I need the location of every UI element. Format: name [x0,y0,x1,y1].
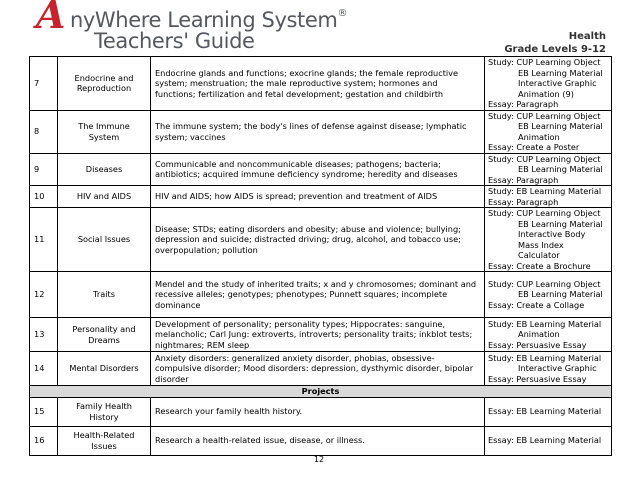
assignment-line: Essay: Paragraph [488,174,559,185]
subject-heading [504,30,606,56]
assignment-line: Essay: EB Learning Material [488,406,602,417]
lesson-title: Traits [58,272,151,318]
table-row [30,397,612,426]
table-row [30,186,612,208]
lesson-description: Disease; STDs; eating disorders and obesity; abuse and violence; bullying; depression and suicide; distracted driving; drug, alcohol, and tobacco use; overpopulation; pollution [151,208,485,272]
assignment-line: EB Learning Material [518,67,603,78]
table-row [30,110,612,153]
page-number: 12 [313,455,325,464]
assignment-line: Animation [518,329,560,340]
lesson-assignments [485,397,612,426]
lesson-title: HIV and AIDS [58,186,151,208]
lesson-description: The immune system; the body's lines of defense against disease; lymphatic system; vaccines [151,110,485,153]
assignment-line: Animation [518,131,560,142]
assignment-line: Study: CUP Learning Object [488,153,601,164]
lesson-title: Health-Related Issues [58,426,151,455]
lesson-description: HIV and AIDS; how AIDS is spread; prevention and treatment of AIDS [151,186,485,208]
lesson-title: Diseases [58,153,151,186]
lesson-description: Communicable and noncommunicable diseases; pathogens; bacteria; antibiotics; acquired immune deficiency syndrome; heredity and diseases [151,153,485,186]
lesson-title: Mental Disorders [58,352,151,386]
lesson-number: 8 [30,110,58,153]
assignment-line: Study: CUP Learning Object [488,208,601,218]
assignment-line: Essay: Create a Poster [488,142,580,152]
assignment-line: Essay: Persuasive Essay [488,339,587,350]
lesson-description: Research a health-related issue, disease, or illness. [151,426,485,455]
assignment-line: Essay: Paragraph [488,196,559,207]
lesson-number: 12 [30,272,58,318]
assignment-line: Calculator [518,250,560,260]
lesson-description: Mendel and the study of inherited traits; x and y chromosomes; dominant and recessive alleles; genotypes; phenotypes; Punnett squares; incomplete dominance [151,272,485,318]
lesson-number: 14 [30,352,58,386]
assignment-line: Study: EB Learning Material [488,352,602,363]
lesson-assignments [485,110,612,153]
section-header-row [30,386,612,398]
page-header [0,0,638,56]
lesson-description: Research your family health history. [151,397,485,426]
assignment-line: Essay: Create a Collage [488,299,585,310]
assignment-line: Essay: Persuasive Essay [488,373,587,384]
lesson-title: Social Issues [58,208,151,272]
table-row [30,352,612,386]
lesson-assignments [485,208,612,272]
subject-title: Health [568,31,606,42]
lesson-number: 15 [30,397,58,426]
lesson-assignments [485,272,612,318]
lesson-assignments [485,352,612,386]
assignment-line: Interactive Graphic [518,363,597,374]
table-row [30,57,612,111]
lesson-assignments [485,318,612,352]
assignment-line: Study: CUP Learning Object [488,57,601,67]
assignment-line: Interactive Body [518,229,586,239]
section-header-projects: Projects [30,386,612,398]
logo-registered-mark: ® [337,8,348,19]
lesson-number: 11 [30,208,58,272]
table-row [30,272,612,318]
lesson-assignments [485,186,612,208]
anywhere-learning-logo [36,0,348,53]
table-row [30,426,612,455]
table-row [30,318,612,352]
logo-a-mark: A [36,0,66,37]
lesson-number: 16 [30,426,58,455]
assignment-line: EB Learning Material [518,289,603,300]
logo-line-1: nyWhere Learning System [70,8,338,32]
lesson-description: Development of personality; personality types; Hippocrates: sanguine, melancholic; Carl Jung: extroverts, introverts; personality traits; inkblot tests; nightmares; REM sleep [151,318,485,352]
assignment-line: Study: CUP Learning Object [488,278,601,289]
lesson-number: 10 [30,186,58,208]
lesson-number: 9 [30,153,58,186]
assignment-line: Essay: Paragraph [488,99,559,109]
lesson-title: Family Health History [58,397,151,426]
lesson-assignments [485,57,612,111]
assignment-line: Study: CUP Learning Object [488,110,601,121]
lesson-number: 7 [30,57,58,111]
lesson-assignments [485,153,612,186]
lesson-table-body [30,57,612,456]
assignment-line: Study: EB Learning Material [488,318,602,329]
assignment-line: Interactive Graphic [518,78,597,88]
lesson-title: Endocrine and Reproduction [58,57,151,111]
lesson-assignments [485,426,612,455]
lesson-table [29,56,612,456]
lesson-number: 13 [30,318,58,352]
assignment-line: Essay: EB Learning Material [488,435,602,446]
table-row [30,208,612,272]
assignment-line: EB Learning Material [518,218,603,229]
lesson-title: Personality and Dreams [58,318,151,352]
grade-levels: Grade Levels 9-12 [504,44,606,55]
assignment-line: Study: EB Learning Material [488,186,602,196]
lesson-description: Anxiety disorders: generalized anxiety disorder, phobias, obsessive-compulsive disorder; Mood disorders: depression, dysthymic disorder, bipolar disorder [151,352,485,386]
table-row [30,153,612,186]
assignment-line: Essay: Create a Brochure [488,260,591,271]
assignment-line: Animation (9) [518,88,574,99]
logo-line-2: Teachers' Guide [94,29,255,53]
assignment-line: Mass Index [518,239,564,250]
lesson-description: Endocrine glands and functions; exocrine glands; the female reproductive system; menstruation; the male reproductive system; hormones and functions; fertilization and fetal development; gestation and childbirth [151,57,485,111]
assignment-line: EB Learning Material [518,164,603,174]
assignment-line: EB Learning Material [518,121,603,131]
lesson-title: The Immune System [58,110,151,153]
